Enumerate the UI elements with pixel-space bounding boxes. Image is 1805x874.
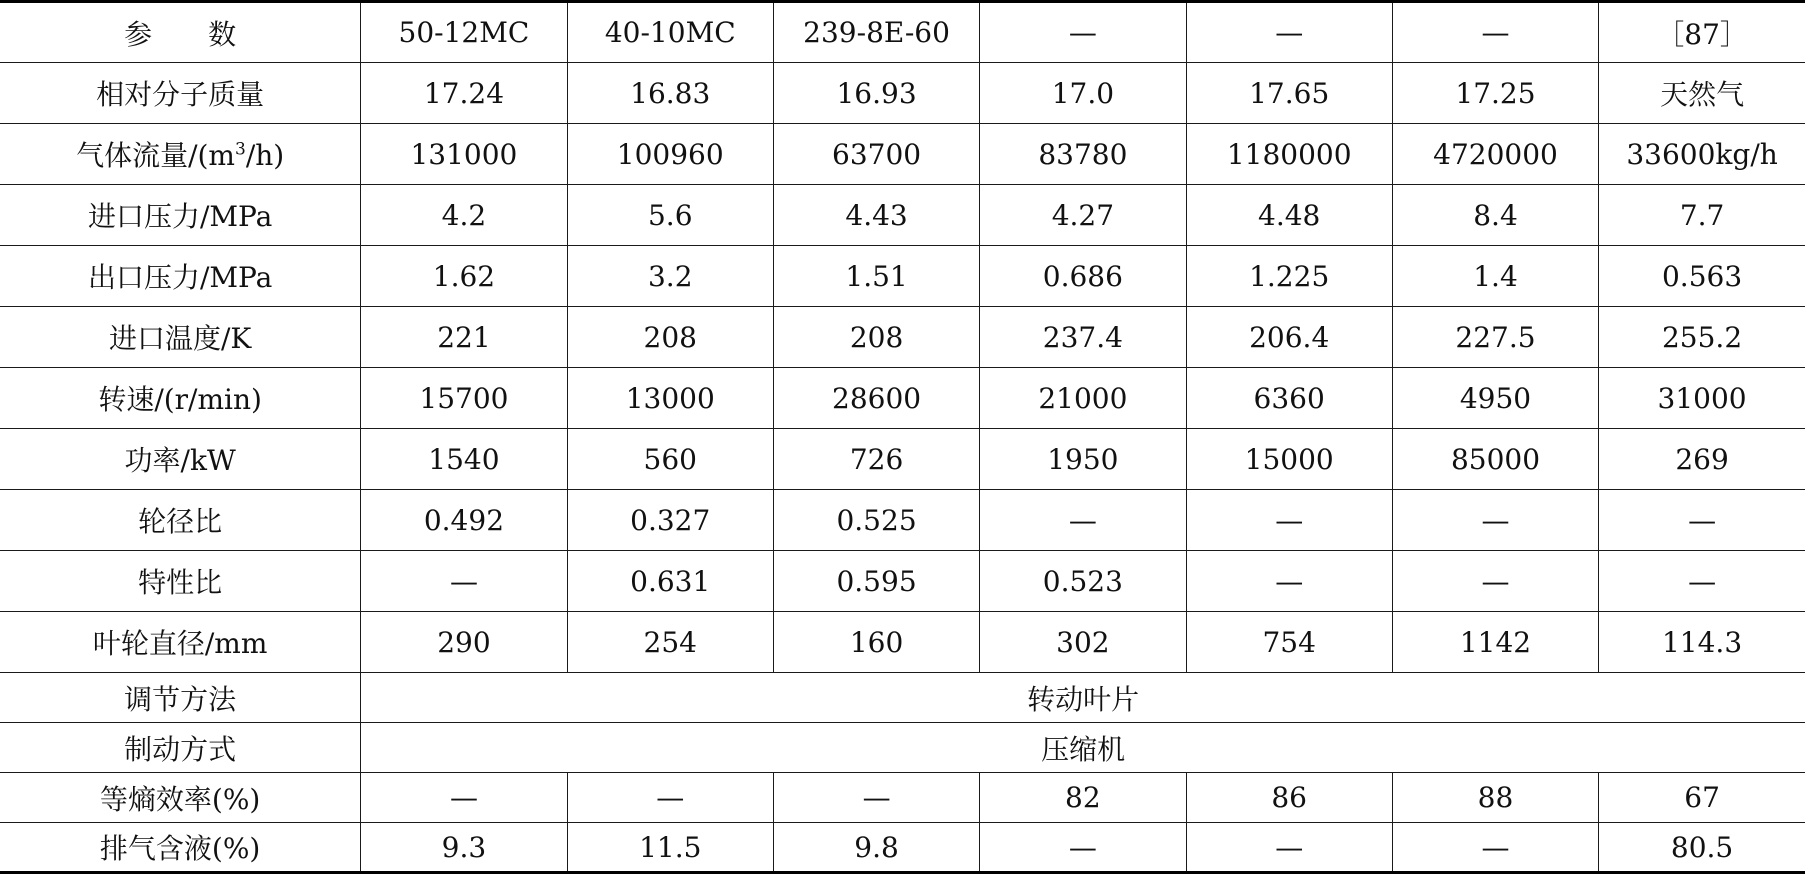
table-cell: 5.6	[567, 185, 773, 246]
row-label	[0, 124, 361, 185]
table-cell: 0.631	[567, 551, 773, 612]
table-cell: 100960	[567, 124, 773, 185]
table-row	[0, 246, 1805, 307]
table-cell: 67	[1599, 773, 1805, 823]
table-row	[0, 124, 1805, 185]
table-cell: 1142	[1392, 612, 1598, 673]
table-cell: 0.327	[567, 490, 773, 551]
table-cell: —	[1392, 823, 1598, 873]
table-cell: 82	[980, 773, 1186, 823]
row-label: 特性比	[0, 551, 361, 612]
merged-cell: 压缩机	[361, 723, 1805, 773]
table-cell: 560	[567, 429, 773, 490]
table-cell: 160	[773, 612, 979, 673]
table-cell: 28600	[773, 368, 979, 429]
table-row	[0, 63, 1805, 124]
table-cell: 85000	[1392, 429, 1598, 490]
table-cell: 1.4	[1392, 246, 1598, 307]
row-label-pre: 气体流量/(m	[76, 139, 235, 172]
table-cell: —	[361, 773, 567, 823]
table-cell: 13000	[567, 368, 773, 429]
header-cell: ［87］	[1599, 2, 1805, 63]
table-cell: 0.525	[773, 490, 979, 551]
table-cell: 114.3	[1599, 612, 1805, 673]
table-cell: —	[773, 773, 979, 823]
table-cell: 11.5	[567, 823, 773, 873]
table-cell: 206.4	[1186, 307, 1392, 368]
table-cell: 269	[1599, 429, 1805, 490]
table-cell: —	[1186, 551, 1392, 612]
table-cell: 16.83	[567, 63, 773, 124]
table-cell: 0.523	[980, 551, 1186, 612]
table-cell: 33600kg/h	[1599, 124, 1805, 185]
row-label: 排气含液(%)	[0, 823, 361, 873]
table-cell: 0.595	[773, 551, 979, 612]
table-row	[0, 490, 1805, 551]
table-row	[0, 185, 1805, 246]
table-cell: 726	[773, 429, 979, 490]
table-cell: —	[1392, 490, 1598, 551]
table-cell: 15000	[1186, 429, 1392, 490]
table-cell: 3.2	[567, 246, 773, 307]
table-cell: 31000	[1599, 368, 1805, 429]
header-row	[0, 2, 1805, 63]
table-cell: 208	[567, 307, 773, 368]
table-cell: 1.225	[1186, 246, 1392, 307]
table-cell: 754	[1186, 612, 1392, 673]
row-label: 进口压力/MPa	[0, 185, 361, 246]
table-cell: 天然气	[1599, 63, 1805, 124]
table-cell: 302	[980, 612, 1186, 673]
table-cell: 83780	[980, 124, 1186, 185]
table-cell: —	[567, 773, 773, 823]
row-label: 等熵效率(%)	[0, 773, 361, 823]
header-cell: —	[1186, 2, 1392, 63]
table-cell: 15700	[361, 368, 567, 429]
row-label-post: /h)	[245, 139, 285, 172]
table-cell: 1540	[361, 429, 567, 490]
table-row	[0, 551, 1805, 612]
table-cell: 254	[567, 612, 773, 673]
header-cell: 50-12MC	[361, 2, 567, 63]
table-cell: 0.686	[980, 246, 1186, 307]
table-cell: 4.43	[773, 185, 979, 246]
header-cell: 参 数	[0, 2, 361, 63]
table-cell: —	[1392, 551, 1598, 612]
header-cell: 40-10MC	[567, 2, 773, 63]
row-label: 轮径比	[0, 490, 361, 551]
table-cell: —	[1186, 823, 1392, 873]
row-label: 叶轮直径/mm	[0, 612, 361, 673]
table-cell: 17.0	[980, 63, 1186, 124]
table-cell: 4.27	[980, 185, 1186, 246]
table-cell: 9.8	[773, 823, 979, 873]
table-cell: 131000	[361, 124, 567, 185]
table-cell: 63700	[773, 124, 979, 185]
table-cell: 7.7	[1599, 185, 1805, 246]
row-label: 转速/(r/min)	[0, 368, 361, 429]
table-cell: 290	[361, 612, 567, 673]
table-row	[0, 307, 1805, 368]
header-cell: —	[1392, 2, 1598, 63]
row-label: 进口温度/K	[0, 307, 361, 368]
table-cell: 1.51	[773, 246, 979, 307]
merged-cell: 转动叶片	[361, 673, 1805, 723]
table-cell: 4.2	[361, 185, 567, 246]
table-cell: 221	[361, 307, 567, 368]
table-cell: 16.93	[773, 63, 979, 124]
table-cell: 237.4	[980, 307, 1186, 368]
table-cell: 86	[1186, 773, 1392, 823]
table-cell: 21000	[980, 368, 1186, 429]
row-label-sup: 3	[234, 139, 246, 160]
row-label: 功率/kW	[0, 429, 361, 490]
table-cell: —	[361, 551, 567, 612]
table-cell: 4950	[1392, 368, 1598, 429]
table-cell: 88	[1392, 773, 1598, 823]
table-cell: —	[980, 490, 1186, 551]
merged-row	[0, 673, 1805, 723]
row-label: 制动方式	[0, 723, 361, 773]
table-cell: 208	[773, 307, 979, 368]
table-cell: —	[980, 823, 1186, 873]
table-cell: 80.5	[1599, 823, 1805, 873]
table-cell: 0.492	[361, 490, 567, 551]
table-cell: 4.48	[1186, 185, 1392, 246]
table-row	[0, 612, 1805, 673]
table-cell: 1180000	[1186, 124, 1392, 185]
table-cell: 255.2	[1599, 307, 1805, 368]
table-cell: —	[1599, 551, 1805, 612]
table-cell: —	[1599, 490, 1805, 551]
table-cell: 1.62	[361, 246, 567, 307]
row-label: 出口压力/MPa	[0, 246, 361, 307]
table-cell: 17.25	[1392, 63, 1598, 124]
table-cell: 8.4	[1392, 185, 1598, 246]
table-cell: 17.65	[1186, 63, 1392, 124]
merged-row	[0, 723, 1805, 773]
table-cell: 17.24	[361, 63, 567, 124]
table-cell: 1950	[980, 429, 1186, 490]
table-row	[0, 773, 1805, 823]
table-cell: 227.5	[1392, 307, 1598, 368]
table-row	[0, 429, 1805, 490]
table-cell: 6360	[1186, 368, 1392, 429]
row-label: 相对分子质量	[0, 63, 361, 124]
table-cell: 9.3	[361, 823, 567, 873]
table-cell: —	[1186, 490, 1392, 551]
row-label: 调节方法	[0, 673, 361, 723]
table-cell: 4720000	[1392, 124, 1598, 185]
header-cell: 239-8E-60	[773, 2, 979, 63]
table-cell: 0.563	[1599, 246, 1805, 307]
table-row	[0, 368, 1805, 429]
table-row	[0, 823, 1805, 873]
header-cell: —	[980, 2, 1186, 63]
